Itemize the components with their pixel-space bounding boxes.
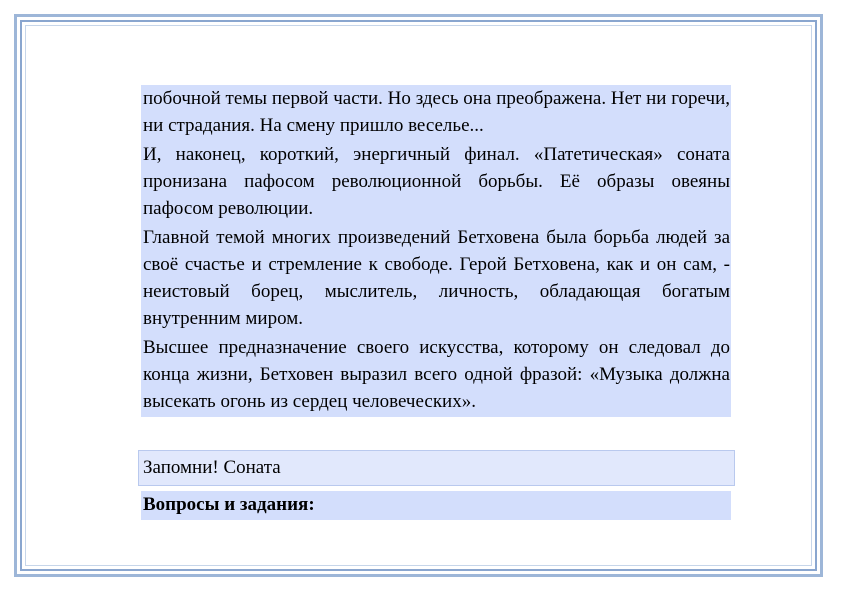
questions-heading: Вопросы и задания: [141, 491, 731, 520]
paragraph-1: побочной темы первой части. Но здесь она преображена. Нет ни горечи, ни страдания. На смену пришло веселье... [143, 88, 730, 136]
remember-box: Запомни! Соната [138, 450, 735, 486]
text-block [141, 85, 731, 417]
paragraph-2: И, наконец, короткий, энергичный финал. «Патетическая» соната пронизана пафосом революционной борьбы. Её образы овеяны пафосом революции. [143, 144, 730, 219]
paragraph-4: Высшее предназначение своего искусства, которому он следовал до конца жизни, Бетховен выразил всего одной фразой: «Музыка должна высекать огонь из сердец человеческих». [143, 337, 730, 412]
paragraph-3: Главной темой многих произведений Бетховена была борьба людей за своё счастье и стремление к свободе. Герой Бетховена, как и он сам, - неистовый борец, мыслитель, личность, обладающая богатым внутренним миром. [143, 227, 730, 329]
